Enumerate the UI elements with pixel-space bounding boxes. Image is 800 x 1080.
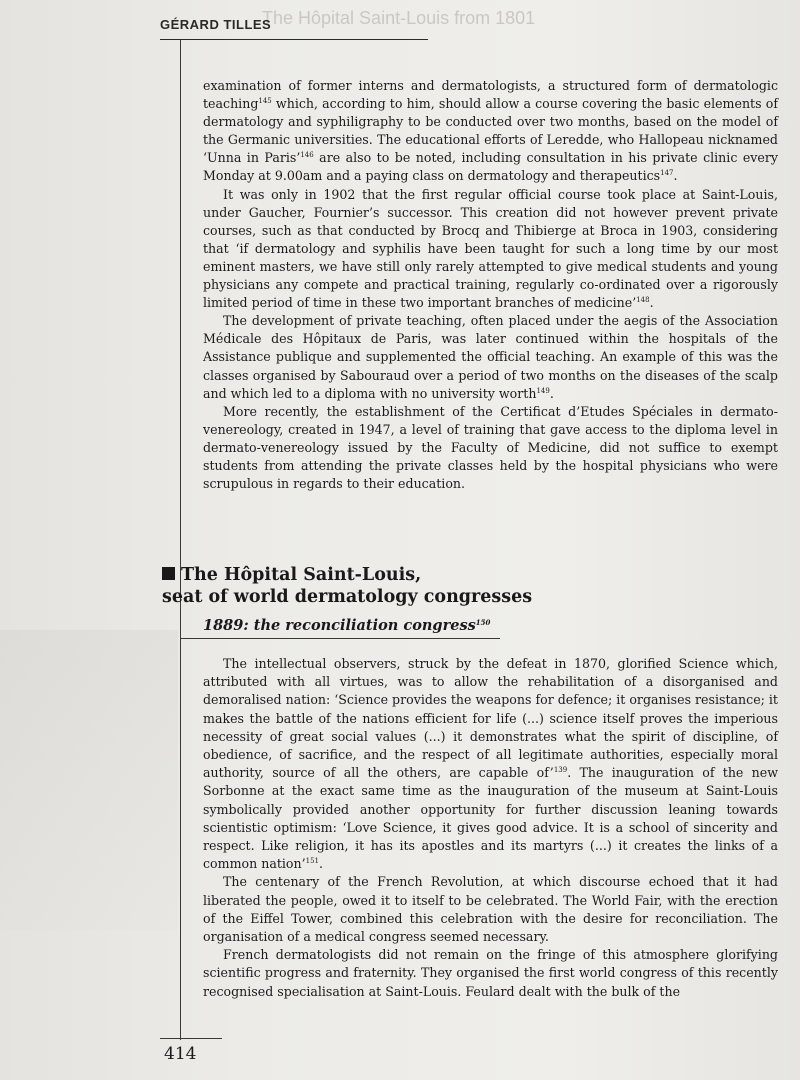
section-heading: The Hôpital Saint-Louis, seat of world dermatology congresses xyxy=(162,565,533,607)
page-number: 414 xyxy=(164,1044,197,1064)
paragraph: The development of private teaching, often placed under the aegis of the Association Médicale des Hôpitaux de Paris, was later continued within the hospitals of the Assistance publique and supplemented the official teaching. An example of this was the classes organised by Sabouraud over a period of two months on the diseases of the scalp and which led to a diploma with no university worth$^{149}$. xyxy=(203,313,778,401)
header-rule xyxy=(160,39,428,40)
show-through-running-title: The Hôpital Saint-Louis from 1801 xyxy=(262,8,536,28)
body-text-bottom xyxy=(203,655,778,1001)
subhead-rule xyxy=(180,638,500,639)
paragraph: French dermatologists did not remain on the fringe of this atmosphere glorifying scientific progress and fraternity. They organised the first world congress of this recently recognised specialisation at Saint-Louis. Feulard dealt with the bulk of the xyxy=(203,947,778,999)
body-text-top xyxy=(203,77,778,493)
show-through-photo xyxy=(0,630,178,930)
footer-rule xyxy=(160,1038,222,1039)
paragraph: The intellectual observers, struck by the defeat in 1870, glorified Science which, attributed with all virtues, was to allow the rehabilitation of a disorganised and demoralised nation: ‘Science provides the weapons for defence; it organises resistance; it makes the battle of the nations efficient for life (...) science itself proves the imperious necessity of great social values (...) it demonstrates what the spirit of discipline, of obedience, of sacrifice, and the respect of all legitimate authorities, especially moral authority, source of all the others, are capable of’$^{139}$. The inauguration of the new Sorbonne at the exact same time as the inauguration of the museum at Saint-Louis symbolically provided another opportunity for further discussion leaning towards scientistic optimism: ‘Love Science, it gives good advice. It is a school of sincerity and respect. Like religion, it has its apostles and its martyrs (...) it creates the links of a common nation’$^{151}$. xyxy=(203,656,779,872)
running-head-author: GÉRARD TILLES xyxy=(160,17,272,32)
paragraph: The centenary of the French Revolution, at which discourse echoed that it had liberated the people, owed it to itself to be celebrated. The World Fair, with the erection of the Eiffel Tower, combined this celebration with the desire for reconciliation. The organisation of a medical congress seemed necessary. xyxy=(203,874,778,945)
subsection-heading: 1889: the reconciliation congress$^{150}$ xyxy=(203,617,491,634)
paragraph: More recently, the establishment of the Certificat d’Etudes Spéciales in dermato-venereology, created in 1947, a level of training that gave access to the diploma level in dermato-venereology issued by the Faculty of Medicine, did not suffice to exempt students from attending the private classes held by the hospital physicians who were scrupulous in regards to their education. xyxy=(203,403,778,492)
margin-rule xyxy=(180,40,181,1040)
paragraph: It was only in 1902 that the first regular official course took place at Saint-Louis, under Gaucher, Fournier’s successor. This creation did not however prevent private courses, such as that conducted by Brocq and Thibierge at Broca in 1903, considering that ‘if dermatology and syphilis have been taught for such a long time by our most eminent masters, we have still only rarely attempted to give medical students and young physicians any compete and practical training, regularly co-ordinated over a rigorously limited period of time in these two important branches of medicine’$^{148}$. xyxy=(203,186,778,311)
square-bullet-icon xyxy=(162,567,175,580)
paragraph: examination of former interns and dermatologists, a structured form of dermatologic teaching$^{145}$ which, according to him, should allow a course covering the basic elements of dermatology and syphiligraphy to be conducted over two months, based on the model of the Germanic universities. The educational efforts of Leredde, who Hallopeau nicknamed ‘Unna in Paris’$^{146}$ are also to be noted, including consultation in his private clinic every Monday at 9.00am and a paying class on dermatology and therapeutics$^{147}$. xyxy=(203,78,778,184)
